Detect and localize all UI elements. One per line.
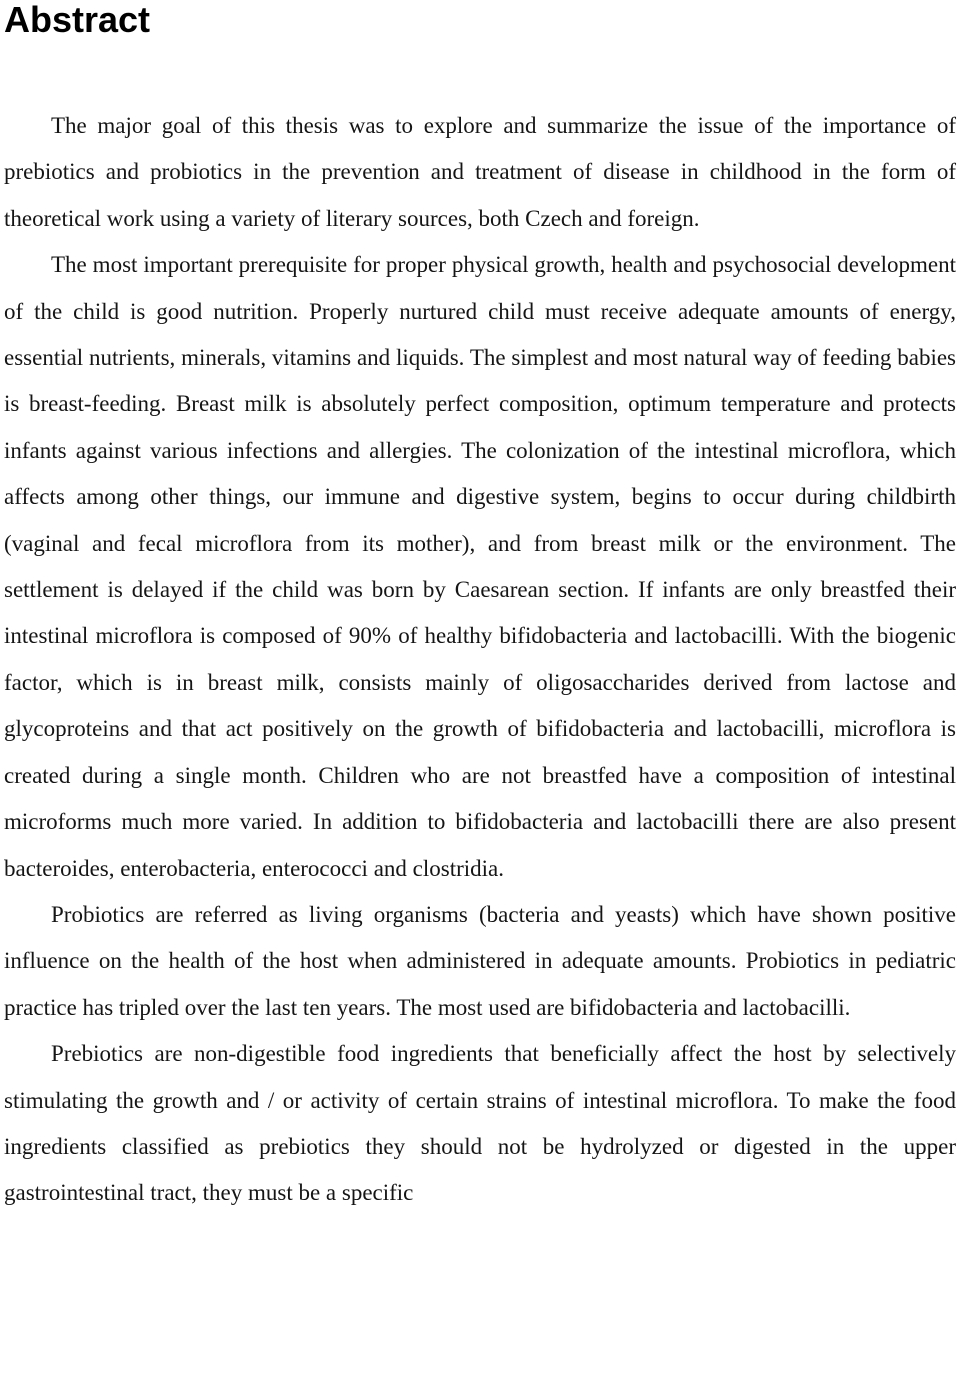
page-title: Abstract — [4, 0, 151, 40]
paragraph-goal: The major goal of this thesis was to explore and summarize the issue of the importance of prebiotics and probiotics in the prevention and treatment of disease in childhood in the form of theoretical work using a variety of literary sources, both Czech and foreign. — [4, 113, 956, 231]
paragraph-nutrition: The most important prerequisite for proper physical growth, health and psychosocial development of the child is good nutrition. Properly nurtured child must receive adequate amounts of energy, essential nutrients, minerals, vitamins and liquids. The simplest and most natural way of feeding babies is breast-feeding. Breast milk is absolutely perfect composition, optimum temperature and protects infants against various infections and allergies. The colonization of the intestinal microflora, which affects among other things, our immune and digestive system, begins to occur during childbirth (vaginal and fecal microflora from its mother), and from breast milk or the environment. The settlement is delayed if the child was born by Caesarean section. If infants are only breastfed their intestinal microflora is composed of 90% of healthy bifidobacteria and lactobacilli. With the biogenic factor, which is in breast milk, consists mainly of oligosaccharides derived from lactose and glycoproteins and that act positively on the growth of bifidobacteria and lactobacilli, microflora is created during a single month. Children who are not breastfed have a composition of intestinal microforms much more varied. In addition to bifidobacteria and lactobacilli there are also present bacteroides, enterobacteria, enterococci and clostridia. — [4, 252, 956, 881]
paragraph-prebiotics: Prebiotics are non-digestible food ingredients that beneficially affect the host by selectively stimulating the growth and / or activity of certain strains of intestinal microflora. To make the food ingredients classified as prebiotics they should not be hydrolyzed or digested in the upper gastrointestinal tract, they must be a specific — [4, 1041, 956, 1206]
abstract-body — [4, 103, 956, 1217]
paragraph-probiotics: Probiotics are referred as living organisms (bacteria and yeasts) which have shown positive influence on the health of the host when administered in adequate amounts. Probiotics in pediatric practice has tripled over the last ten years. The most used are bifidobacteria and lactobacilli. — [4, 901, 956, 1020]
